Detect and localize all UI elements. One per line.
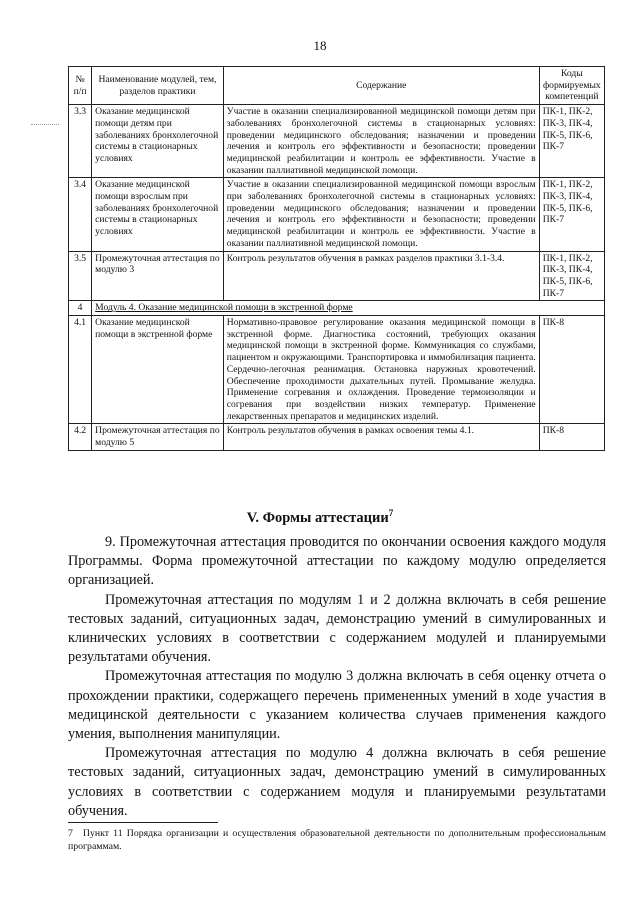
row-content: Контроль результатов обучения в рамках освоения темы 4.1.	[223, 424, 539, 450]
footnote-mark: 7	[68, 828, 73, 839]
table-row	[69, 105, 605, 178]
row-name: Оказание медицинской помощи взрослым при заболеваниях бронхолегочной системы в стационарных условиях	[92, 178, 224, 251]
header-name: Наименование модулей, тем, разделов практики	[92, 67, 224, 105]
module-title: Модуль 4. Оказание медицинской помощи в экстренной форме	[92, 301, 605, 316]
paragraph: 9. Промежуточная аттестация проводится по окончании освоения каждого модуля Программы. Форма промежуточной аттестации по каждому модулю определяется организацией.	[68, 534, 606, 589]
table-row	[69, 424, 605, 450]
row-name: Оказание медицинской помощи в экстренной форме	[92, 316, 224, 424]
row-content: Участие в оказании специализированной медицинской помощи детям при заболеваниях бронхолегочной системы в стационарных условиях: проведении медицинского обследования; назначении и проведении лечения и контроль его эффективности и безопасности; проведении медицинской реабилитации и контроль ее эффективности. Участие в оказании паллиативной медицинской помощи.	[223, 105, 539, 178]
row-codes: ПК-1, ПК-2, ПК-3, ПК-4, ПК-5, ПК-6, ПК-7	[539, 105, 604, 178]
row-num: 4.1	[69, 316, 92, 424]
curriculum-table	[68, 66, 605, 451]
row-codes: ПК-8	[539, 316, 604, 424]
row-num: 3.4	[69, 178, 92, 251]
module-num: 4	[69, 301, 92, 316]
table-row	[69, 178, 605, 251]
row-content: Участие в оказании специализированной медицинской помощи взрослым при заболеваниях бронхолегочной системы в стационарных условиях: проведении медицинского обследования; назначении и проведении лечения и контроль его эффективности и безопасности; проведении медицинской реабилитации и контроль ее эффективности. Участие в оказании паллиативной медицинской помощи.	[223, 178, 539, 251]
table-row	[69, 316, 605, 424]
margin-mark	[31, 124, 59, 125]
row-name: Оказание медицинской помощи детям при заболеваниях бронхолегочной системы в стационарных условиях	[92, 105, 224, 178]
footnote	[68, 827, 606, 853]
footnote-text: Пункт 11 Порядка организации и осуществления образовательной деятельности по дополнительным профессиональным программам.	[68, 828, 606, 852]
table-header-row	[69, 67, 605, 105]
row-content: Контроль результатов обучения в рамках разделов практики 3.1-3.4.	[223, 251, 539, 301]
row-codes: ПК-8	[539, 424, 604, 450]
page-number: 18	[313, 38, 327, 53]
header-codes: Коды формируемых компетенций	[539, 67, 604, 105]
footnote-divider	[68, 822, 218, 823]
row-codes: ПК-1, ПК-2, ПК-3, ПК-4, ПК-5, ПК-6, ПК-7	[539, 251, 604, 301]
row-num: 3.3	[69, 105, 92, 178]
paragraph: Промежуточная аттестация по модулям 1 и 2 должна включать в себя решение тестовых заданий, ситуационных задач, демонстрацию умений в симулированных и клинических условиях в соответствии с содержанием модулей и планируемыми результатами обучения.	[68, 591, 606, 666]
row-num: 4.2	[69, 424, 92, 450]
row-name: Промежуточная аттестация по модулю 3	[92, 251, 224, 301]
paragraph: Промежуточная аттестация по модулю 3 должна включать в себя оценку отчета о прохождении практики, содержащего перечень примененных умений в ходе участия в медицинской деятельности с указанием количества случаев применения каждого умения, выполнения манипуляции.	[68, 668, 606, 743]
footnote-ref: 7	[388, 508, 394, 518]
module-row	[69, 301, 605, 316]
row-num: 3.5	[69, 251, 92, 301]
section-title	[0, 508, 640, 527]
header-num: № п/п	[69, 67, 92, 105]
body-text	[68, 533, 606, 821]
table-row	[69, 251, 605, 301]
header-content: Содержание	[223, 67, 539, 105]
row-content: Нормативно-правовое регулирование оказания медицинской помощи в экстренной форме. Диагностика состояний, требующих оказания медицинской помощи в экстренной форме. Коммуникация со службами, пациентом и окружающими. Транспортировка и иммобилизация пациента. Сердечно-легочная реанимация. Остановка наружных кровотечений. Обеспечение проходимости дыхательных путей. Промывание желудка. Применение согревания и охлаждения. Проведение термоизоляции и согревания при воздействии низких температур. Применение лекарственных препаратов и медицинских изделий.	[223, 316, 539, 424]
row-name: Промежуточная аттестация по модулю 5	[92, 424, 224, 450]
row-codes: ПК-1, ПК-2, ПК-3, ПК-4, ПК-5, ПК-6, ПК-7	[539, 178, 604, 251]
paragraph: Промежуточная аттестация по модулю 4 должна включать в себя решение тестовых заданий, ситуационных задач, демонстрацию умений в симулированных условиях в соответствии с содержанием модуля и планируемыми результатами обучения.	[68, 745, 606, 819]
section-title-text: V. Формы аттестации	[246, 509, 389, 526]
